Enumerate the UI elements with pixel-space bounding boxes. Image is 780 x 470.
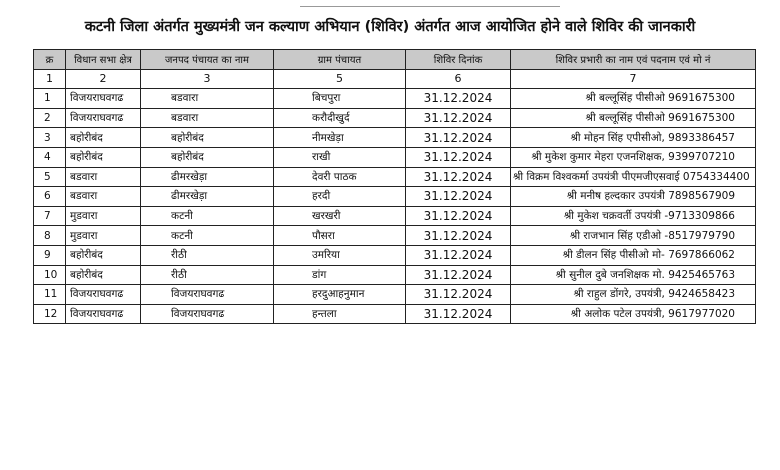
column-number: 1 [34, 69, 66, 89]
table-row [34, 206, 756, 226]
camp-date-cell: 31.12.2024 [406, 187, 511, 207]
camp-date-cell: 31.12.2024 [406, 245, 511, 265]
table-row [34, 187, 756, 207]
gram-panchayat-cell: करौदीखुर्द [274, 108, 406, 128]
camp-date-cell: 31.12.2024 [406, 89, 511, 109]
vidhan-sabha-cell: बहोरीबंद [66, 128, 141, 148]
row-number: 5 [34, 167, 66, 187]
janpad-panchayat-cell: विजयराघवगढ [141, 285, 274, 305]
vidhan-sabha-cell: विजयराघवगढ [66, 89, 141, 109]
gram-panchayat-cell: हन्तला [274, 304, 406, 324]
gram-panchayat-cell: बिचपुरा [274, 89, 406, 109]
camp-officer-cell: श्री बल्लूसिंह पीसीओ 9691675300 [511, 108, 756, 128]
janpad-panchayat-cell: रीठी [141, 245, 274, 265]
camp-officer-cell: श्री मुकेश चक्रवर्ती उपयंत्री -9713309866 [511, 206, 756, 226]
row-number: 11 [34, 285, 66, 305]
camp-date-cell: 31.12.2024 [406, 108, 511, 128]
camp-date-cell: 31.12.2024 [406, 265, 511, 285]
camp-date-cell: 31.12.2024 [406, 206, 511, 226]
gram-panchayat-cell: हरदी [274, 187, 406, 207]
table-row [34, 285, 756, 305]
vidhan-sabha-cell: विजयराघवगढ [66, 285, 141, 305]
vidhan-sabha-cell: मुडवारा [66, 226, 141, 246]
row-number: 2 [34, 108, 66, 128]
vidhan-sabha-cell: बडवारा [66, 187, 141, 207]
column-number: 3 [141, 69, 274, 89]
camp-officer-cell: श्री मुकेश कुमार मेहरा एजनशिक्षक, 9399707210 [511, 147, 756, 167]
gram-panchayat-cell: डांग [274, 265, 406, 285]
camp-officer-cell: श्री मोहन सिंह एपीसीओ, 9893386457 [511, 128, 756, 148]
janpad-panchayat-cell: बहोरीबंद [141, 147, 274, 167]
row-number: 4 [34, 147, 66, 167]
table-row [34, 167, 756, 187]
camp-date-cell: 31.12.2024 [406, 304, 511, 324]
camp-date-cell: 31.12.2024 [406, 226, 511, 246]
vidhan-sabha-cell: बहोरीबंद [66, 245, 141, 265]
table-row [34, 304, 756, 324]
table-header-row [34, 50, 756, 70]
row-number: 10 [34, 265, 66, 285]
camp-date-cell: 31.12.2024 [406, 167, 511, 187]
gram-panchayat-cell: राखी [274, 147, 406, 167]
gram-panchayat-cell: नीमखेड़ा [274, 128, 406, 148]
camp-date-cell: 31.12.2024 [406, 128, 511, 148]
janpad-panchayat-cell: कटनी [141, 206, 274, 226]
janpad-panchayat-cell: रीठी [141, 265, 274, 285]
vidhan-sabha-cell: बडवारा [66, 167, 141, 187]
row-number: 1 [34, 89, 66, 109]
column-header: शिविर दिनांक [406, 50, 511, 70]
table-row [34, 265, 756, 285]
column-number-row [34, 69, 756, 89]
camp-date-cell: 31.12.2024 [406, 285, 511, 305]
camp-officer-cell: श्री मनीष हल्दकार उपयंत्री 7898567909 [511, 187, 756, 207]
table-row [34, 226, 756, 246]
column-header: क्र [34, 50, 66, 70]
column-header: विधान सभा क्षेत्र [66, 50, 141, 70]
gram-panchayat-cell: खरखरी [274, 206, 406, 226]
table-row [34, 128, 756, 148]
table-row [34, 89, 756, 109]
column-number: 2 [66, 69, 141, 89]
janpad-panchayat-cell: कटनी [141, 226, 274, 246]
janpad-panchayat-cell: विजयराघवगढ [141, 304, 274, 324]
vidhan-sabha-cell: विजयराघवगढ [66, 304, 141, 324]
table-row [34, 108, 756, 128]
gram-panchayat-cell: देवरी पाठक [274, 167, 406, 187]
camp-officer-cell: श्री राहुल डोंगरे, उपयंत्री, 9424658423 [511, 285, 756, 305]
camp-schedule-table [33, 49, 756, 324]
row-number: 8 [34, 226, 66, 246]
vidhan-sabha-cell: बहोरीबंद [66, 265, 141, 285]
camp-officer-cell: श्री अलोक पटेल उपयंत्री, 9617977020 [511, 304, 756, 324]
vidhan-sabha-cell: बहोरीबंद [66, 147, 141, 167]
table-row [34, 147, 756, 167]
table-row [34, 245, 756, 265]
camp-officer-cell: श्री विक्रम विश्वकर्मा उपयंत्री पीएमजीएसवाई 0754334400 [511, 167, 756, 187]
gram-panchayat-cell: पौसरा [274, 226, 406, 246]
column-header: जनपद पंचायत का नाम [141, 50, 274, 70]
janpad-panchayat-cell: बडवारा [141, 108, 274, 128]
camp-officer-cell: श्री सुनील दुबे जनशिक्षक मो. 9425465763 [511, 265, 756, 285]
row-number: 9 [34, 245, 66, 265]
janpad-panchayat-cell: बडवारा [141, 89, 274, 109]
column-header: ग्राम पंचायत [274, 50, 406, 70]
column-number: 5 [274, 69, 406, 89]
cropped-header-edge [300, 0, 560, 7]
row-number: 12 [34, 304, 66, 324]
gram-panchayat-cell: हरदुआहनुमान [274, 285, 406, 305]
camp-officer-cell: श्री बल्लूसिंह पीसीओ 9691675300 [511, 89, 756, 109]
vidhan-sabha-cell: विजयराघवगढ [66, 108, 141, 128]
camp-officer-cell: श्री डीलन सिंह पीसीओ मो- 7697866062 [511, 245, 756, 265]
row-number: 7 [34, 206, 66, 226]
column-number: 7 [511, 69, 756, 89]
janpad-panchayat-cell: बहोरीबंद [141, 128, 274, 148]
gram-panchayat-cell: उमरिया [274, 245, 406, 265]
page-title: कटनी जिला अंतर्गत मुख्यमंत्री जन कल्याण अभियान (शिविर) अंतर्गत आज आयोजित होने वाले शिविर की जानकारी [84, 19, 696, 35]
janpad-panchayat-cell: ढीमरखेड़ा [141, 187, 274, 207]
row-number: 6 [34, 187, 66, 207]
row-number: 3 [34, 128, 66, 148]
vidhan-sabha-cell: मुडवारा [66, 206, 141, 226]
camp-officer-cell: श्री राजभान सिंह एडीओ -8517979790 [511, 226, 756, 246]
column-header: शिविर प्रभारी का नाम एवं पदनाम एवं मो नं [511, 50, 756, 70]
janpad-panchayat-cell: ढीमरखेड़ा [141, 167, 274, 187]
column-number: 6 [406, 69, 511, 89]
camp-date-cell: 31.12.2024 [406, 147, 511, 167]
